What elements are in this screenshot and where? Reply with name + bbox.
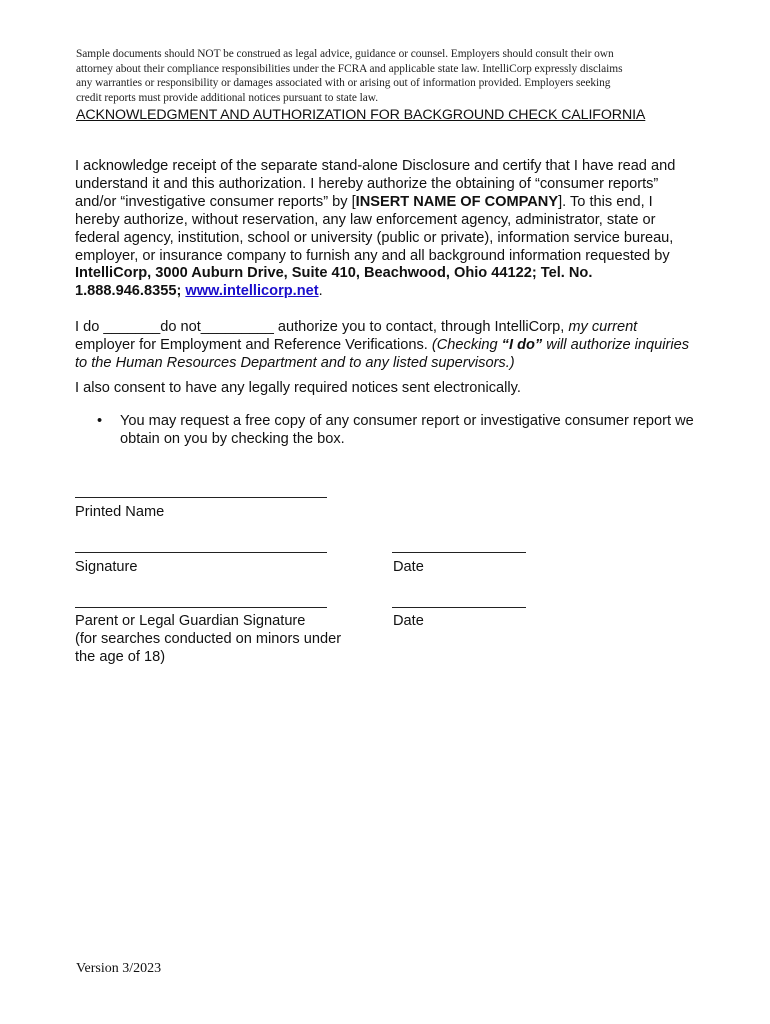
signature-line[interactable]	[75, 552, 327, 553]
guardian-signature-label	[75, 613, 375, 667]
date-label: Date	[393, 559, 424, 575]
guardian-label-line: Parent or Legal Guardian Signature	[75, 613, 306, 629]
guardian-label-line: (for searches conducted on minors under	[75, 630, 342, 647]
company-name-placeholder: INSERT NAME OF COMPANY	[355, 193, 559, 210]
paragraph-period: .	[318, 283, 323, 300]
intellicorp-website-link[interactable]: www.intellicorp.net	[185, 283, 319, 300]
paragraph-text: ]. To this end, I hereby authorize, without reservation, any law enforcement agency, administrator, state or federal agency, institution, school or university (public or private), information service bureau, employer, or insurance company to furnish any and all background information requested by	[75, 193, 674, 264]
contact-employer-paragraph	[75, 319, 700, 373]
disclaimer-line: any warranties or responsibility or damages associated with or arising out of information provided. Employers seeking	[76, 77, 611, 90]
i-do-emphasis: “I do”	[501, 336, 543, 353]
paragraph-text: I do _______do not_________ authorize you to contact, through IntelliCorp,	[75, 319, 569, 335]
electronic-consent-paragraph: I also consent to have any legally required notices sent electronically.	[75, 380, 521, 396]
guardian-signature-line[interactable]	[75, 607, 327, 608]
printed-name-label: Printed Name	[75, 504, 165, 520]
italic-text: (Checking	[431, 336, 502, 353]
document-title: ACKNOWLEDGMENT AND AUTHORIZATION FOR BACKGROUND CHECK CALIFORNIA	[76, 107, 646, 123]
paragraph-text: I acknowledge receipt of the separate stand-alone Disclosure and certify that I have read and understand it and this authorization. I hereby authorize the obtaining of “consumer reports” and/or “investigative consumer reports” by [	[75, 158, 676, 210]
intellicorp-contact: IntelliCorp, 3000 Auburn Drive, Suite 410, Beachwood, Ohio 44122; Tel. No. 1.888.946.8355;	[75, 265, 593, 300]
guardian-date-label: Date	[393, 613, 424, 629]
italic-text: will authorize inquiries to the Human Resources Department and to any listed supervisors.)	[75, 336, 690, 371]
disclaimer-text	[76, 47, 701, 105]
authorization-paragraph	[75, 158, 700, 301]
disclaimer-line: credit reports must provide additional notices pursuant to state law.	[76, 91, 379, 104]
disclaimer-line: attorney about their compliance responsibilities under the FCRA and applicable state law. IntelliCorp expressly disclaims	[76, 62, 623, 75]
bullet-text: You may request a free copy of any consumer report or investigative consumer report we obtain on you by checking the box.	[120, 413, 694, 447]
disclaimer-line: Sample documents should NOT be construed as legal advice, guidance or counsel. Employers should consult their own	[76, 48, 614, 60]
date-line[interactable]	[392, 552, 526, 553]
printed-name-line[interactable]	[75, 497, 327, 498]
signature-label: Signature	[75, 559, 138, 575]
italic-text: my current	[568, 319, 638, 335]
guardian-label-line: the age of 18)	[75, 648, 166, 665]
guardian-date-line[interactable]	[392, 607, 526, 608]
version-footer: Version 3/2023	[76, 961, 162, 976]
bullet-icon: •	[97, 413, 103, 429]
paragraph-text: employer for Employment and Reference Verifications.	[75, 336, 432, 353]
